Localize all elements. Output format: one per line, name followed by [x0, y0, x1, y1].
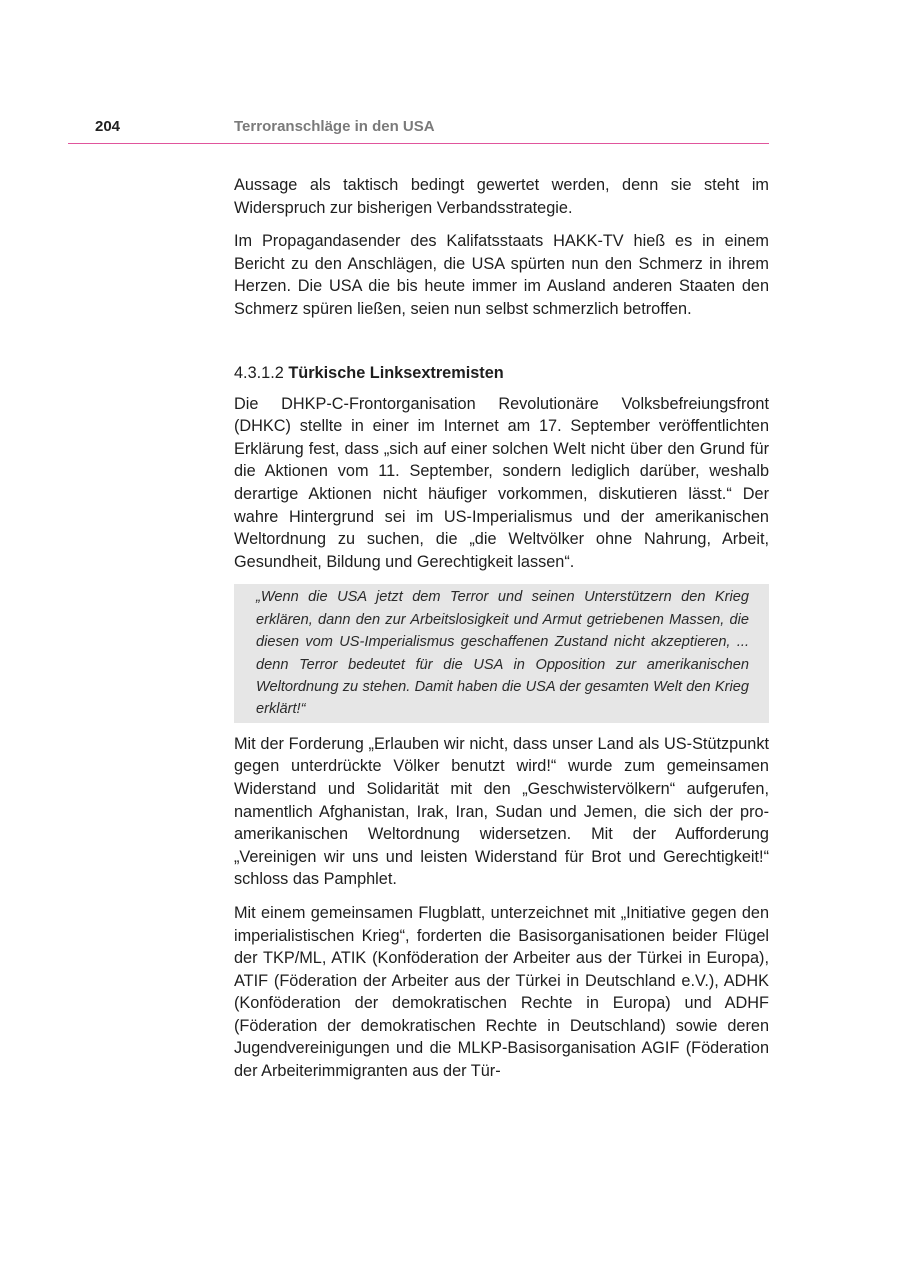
page-number: 204 [95, 118, 121, 135]
running-title: Terroranschläge in den USA [234, 118, 435, 135]
paragraph: Die DHKP-C-Frontorganisation Revolutionäre Volksbefreiungsfront (DHKC) stellte in einer im Internet am 17. September veröffentlichten Erklärung fest, dass „sich auf einer solchen Welt nicht über den Grund für die Aktionen vom 11. September, sondern lediglich darüber, weshalb derartige Aktionen nicht häufiger vorkommen, diskutieren lässt.“ Der wahre Hintergrund sei im US-Imperialismus und der amerikanischen Weltordnung zu suchen, die „die Weltvölker ohne Nahrung, Arbeit, Gesundheit, Bildung und Gerechtigkeit lassen“. [234, 394, 769, 571]
paragraph: Mit der Forderung „Erlauben wir nicht, dass unser Land als US-Stützpunkt gegen unterdrückte Völker benutzt wird!“ wurde zum gemeinsamen Widerstand und Solidarität mit den „Geschwistervölkern“ aufgerufen, namentlich Afghanistan, Irak, Iran, Sudan und Jemen, die sich der pro-amerikanischen Weltordnung widersetzen. Mit der Aufforderung „Vereinigen wir uns und leisten Widerstand für Brot und Gerechtigkeit!“ schloss das Pamphlet. [234, 734, 769, 889]
paragraph: Mit einem gemeinsamen Flugblatt, unterzeichnet mit „Initiative gegen den imperialistischen Krieg“, forderten die Basisorganisationen beider Flügel der TKP/ML, ATIK (Konföderation der Arbeiter aus der Türkei in Europa), ATIF (Föderation der Arbeiter aus der Türkei in Deutschland e.V.), ADHK (Konföderation der demokratischen Rechte in Europa) und ADHF (Föderation der demokratischen Rechte in Deutschland) sowie deren Jugendvereinigungen und die MLKP-Basisorganisation AGIF (Föderation der Arbeiterimmigranten aus der Tür- [234, 903, 769, 1081]
section-title: Türkische Linksextremisten [288, 363, 504, 382]
section-heading [234, 361, 769, 385]
page-header [68, 116, 769, 144]
paragraph: Aussage als taktisch bedingt gewertet werden, denn sie steht im Widerspruch zur bisherigen Verbandsstrategie. [234, 176, 769, 217]
section-number: 4.3.1.2 [234, 363, 284, 382]
block-quote: „Wenn die USA jetzt dem Terror und seinen Unterstützern den Krieg erklären, dann den zur Arbeitslosigkeit und Armut getriebenen Massen, die diesen vom US-Imperialismus geschaffenen Zustand nicht akzeptieren, ... denn Terror bedeutet für die USA in Opposition zur amerikanischen Weltordnung zu stehen. Damit haben die USA der gesamten Welt den Krieg erklärt!“ [234, 584, 769, 722]
page-body [234, 174, 769, 1094]
paragraph: Im Propagandasender des Kalifatsstaats HAKK-TV hieß es in einem Bericht zu den Anschlägen, die USA spürten nun den Schmerz in ihrem Herzen. Die USA die bis heute immer im Ausland anderen Staaten den Schmerz spüren ließen, seien nun selbst schmerzlich betroffen. [234, 232, 769, 318]
